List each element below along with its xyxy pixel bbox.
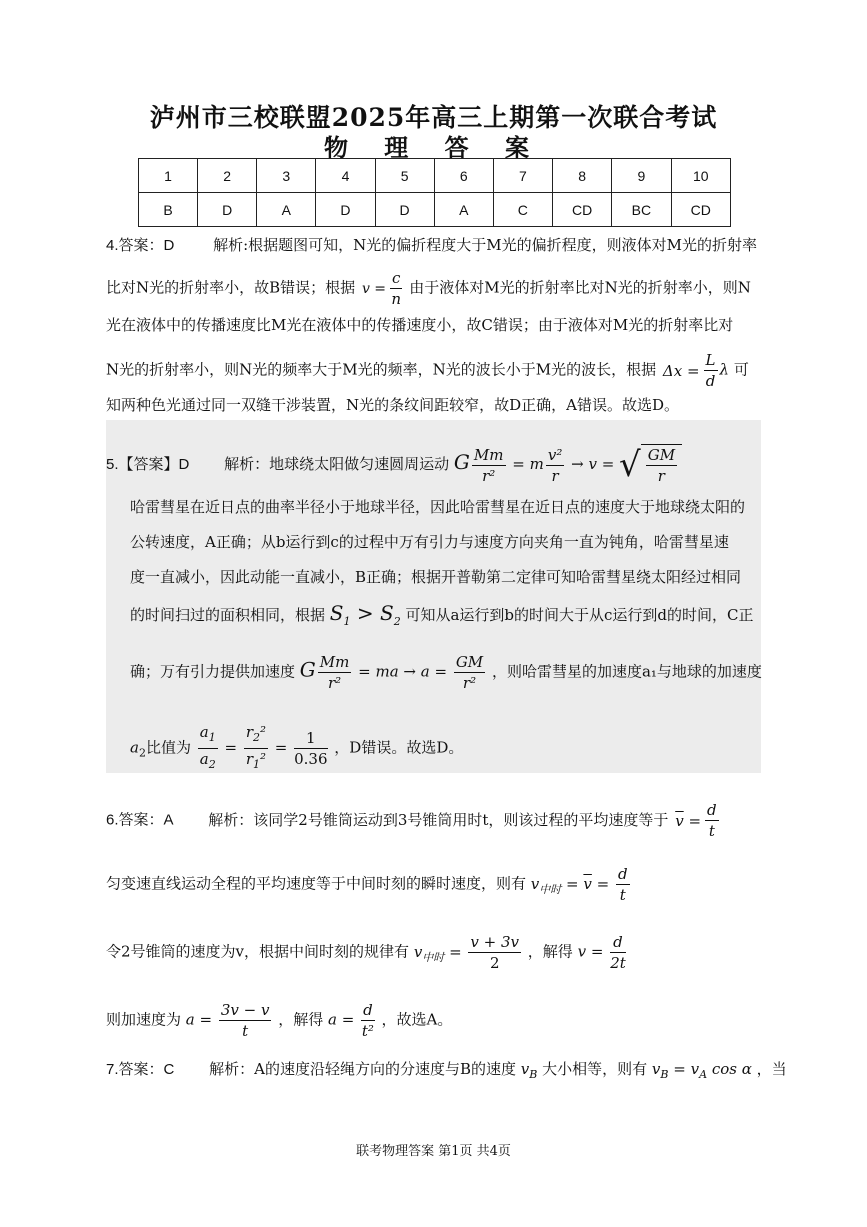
q7-line-1: 7.答案：C 解析：A的速度沿轻绳方向的分速度与B的速度 $v_B$ 大小相等，则有 $v_B = v_A$ cos α ，当 <box>106 1060 787 1081</box>
q6-line-1: 6.答案：A 解析：该同学2号锥筒运动到3号锥筒用时t，则该过程的平均速度等于 $\overline{v}$ = $\frac{d}{t}$ <box>106 801 717 840</box>
formula-accel: $\frac{3v - v}{t}$ <box>220 1001 270 1040</box>
formula-gravitation-orbit: G <box>453 450 470 474</box>
q5-line-4: 的时间扫过的面积相同，根据 $S_1 > S_2$ 可知从a运行到b的时间大于从c运行到d的时间，C正 <box>130 601 754 628</box>
page-subtitle: 物 理 答 案 <box>323 133 544 162</box>
question-number: 3 <box>257 159 316 193</box>
formula-avg-velocity: $\overline{v}$ = <box>675 811 702 830</box>
formula-accel-result: $\frac{d}{\text{t²}}$ <box>361 1001 374 1040</box>
answer-key: C <box>493 193 552 227</box>
q4-line-2: 比对N光的折射率小，故B错误；根据 v = $\frac{c}{n}$ 由于液体对M光的折射率比对N光的折射率小，则N <box>106 269 751 308</box>
question-number: 5 <box>375 159 434 193</box>
q5-line-2: 公转速度，A正确；从b运行到c的过程中万有引力与速度方向夹角一直为钝角，哈雷彗星速 <box>130 533 729 551</box>
formula-accel-ratio: $\frac{a_1}{a_2}$ <box>199 723 216 771</box>
page-footer: 联考物理答案 第1页 共4页 <box>356 1144 511 1159</box>
question-number: 4 <box>316 159 375 193</box>
formula-gravitational-accel: G <box>299 657 316 682</box>
formula-v-c-n: v = <box>361 280 387 297</box>
formula-v-result: $\frac{d}{2t}$ <box>610 933 626 972</box>
page-title: 泸州市三校联盟2025年高三上期第一次联合考试 <box>149 103 718 132</box>
answer-key: BC <box>612 193 671 227</box>
answer-key: D <box>198 193 257 227</box>
q6-line-2: 匀变速直线运动全程的平均速度等于中间时刻的瞬时速度，则有 $v_{中时} = \overline{v}$ = $\frac{d}{t}$ <box>106 865 628 904</box>
answer-numbers-row <box>139 159 731 193</box>
q6-line-4: 则加速度为 a = $\frac{3v - v}{t}$ ，解得 a = $\frac{d}{\text{t²}}$ ，故选A。 <box>106 1001 453 1040</box>
answer-keys-row <box>139 193 731 227</box>
formula-velocity-relation: $v_B = v_A$ cos α <box>651 1060 752 1081</box>
q4-line-5: 知两种色光通过同一双缝干涉装置，N光的条纹间距较窄，故D正确，A错误。故选D。 <box>106 396 680 414</box>
q7-answer-head: 7.答案：C <box>106 1061 175 1078</box>
answer-table <box>138 158 731 227</box>
q5-line-5: 确；万有引力提供加速度 G $\frac{Mm}{\text{r²}}$ = ma → a = $\frac{GM}{\text{r²}}$ ，则哈雷彗星的加速度a₁与地球的加速度 <box>130 653 762 692</box>
q5-line-head: 5.【答案】D 解析：地球绕太阳做匀速圆周运动 G $\frac{Mm}{\text{r²}}$ = m $\frac{\text{v²}}{r}$ → v = √ $\frac{GM}{r}$ <box>106 444 766 486</box>
q4-line-1: 4.答案：D 解析:根据题图可知，N光的偏折程度大于M光的偏折程度，则液体对M光的折射率 <box>106 236 758 254</box>
q4-line-3: 光在液体中的传播速度比M光在液体中的传播速度小，故C错误；由于液体对M光的折射率比对 <box>106 316 734 334</box>
q6-line-3: 令2号锥筒的速度为v，根据中间时刻的规律有 $v_{中时}$ = $\frac{v + 3v}{2}$ ，解得 v = $\frac{d}{2t}$ <box>106 933 626 972</box>
q5-line-3: 度一直减小，因此动能一直减小，B正确；根据开普勒第二定律可知哈雷彗星绕太阳经过相同 <box>130 568 742 586</box>
formula-mid-velocity: $v_{中时} = \overline{v}$ = <box>530 874 614 896</box>
q5-answer-head: 5.【答案】D <box>106 456 190 473</box>
q5-line-1: 哈雷彗星在近日点的曲率半径小于地球半径，因此哈雷彗星在近日点的速度大于地球绕太阳的 <box>130 498 746 516</box>
answer-key: A <box>257 193 316 227</box>
formula-delta-x: Δx = <box>662 361 700 380</box>
answer-key: D <box>375 193 434 227</box>
answer-key: CD <box>552 193 611 227</box>
answer-key: B <box>139 193 198 227</box>
formula-area-compare: $S_1 > S_2$ <box>329 601 401 628</box>
question-number: 2 <box>198 159 257 193</box>
formula-mid-velocity-rule: $v_{中时}$ = <box>413 942 467 964</box>
question-number: 10 <box>671 159 730 193</box>
q4-line-4: N光的折射率小，则N光的频率大于M光的频率，N光的波长小于M光的波长，根据 Δx = $\frac{L}{d}$ λ 可 <box>106 351 749 390</box>
q4-answer-head: 4.答案：D <box>106 237 175 254</box>
answer-key: D <box>316 193 375 227</box>
question-number: 8 <box>552 159 611 193</box>
answer-key: CD <box>671 193 730 227</box>
question-number: 9 <box>612 159 671 193</box>
question-number: 6 <box>434 159 493 193</box>
question-number: 7 <box>493 159 552 193</box>
question-number: 1 <box>139 159 198 193</box>
q6-answer-head: 6.答案：A <box>106 811 174 829</box>
q5-line-6: $a_2$比值为 $\frac{a_1}{a_2}$ = $\frac{r_2^2}{r_1^2}$ = $\frac{1}{0.36}$ ，D错误。故选D。 <box>130 722 790 775</box>
answer-key: A <box>434 193 493 227</box>
